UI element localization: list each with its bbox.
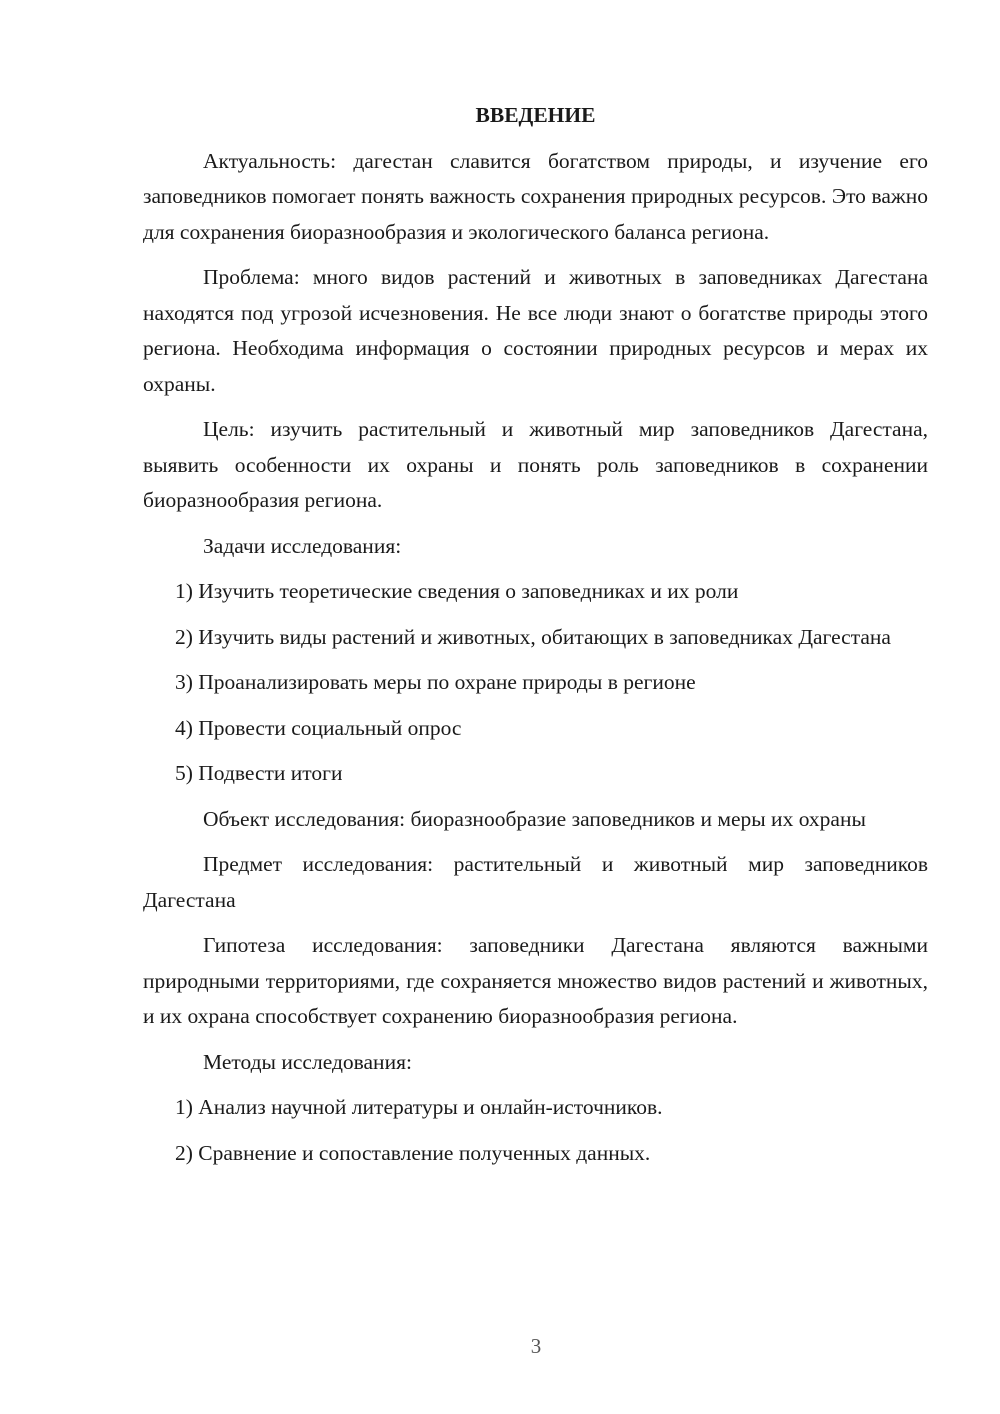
- task-item-1: 1) Изучить теоретические сведения о заповедниках и их роли: [175, 579, 739, 603]
- problem-paragraph: Проблема: много видов растений и животных в заповедниках Дагестана находятся под угрозой исчезновения. Не все люди знают о богатстве природы этого региона. Необходима информация о состоянии природных ресурсов и мерах их охраны.: [143, 265, 928, 396]
- task-item-5: 5) Подвести итоги: [175, 761, 343, 785]
- method-item-2: 2) Сравнение и сопоставление полученных данных.: [175, 1140, 651, 1165]
- relevance-paragraph: Актуальность: дагестан славится богатством природы, и изучение его заповедников помогает понять важность сохранения природных ресурсов. Это важно для сохранения биоразнообразия и экологического баланса региона.: [143, 148, 928, 244]
- document-page: [143, 98, 928, 1181]
- task-item-4: 4) Провести социальный опрос: [175, 715, 462, 740]
- subject-paragraph: Предмет исследования: растительный и животный мир заповедников Дагестана: [143, 852, 928, 912]
- task-item-3: 3) Проанализировать меры по охране природы в регионе: [175, 670, 696, 694]
- goal-paragraph: Цель: изучить растительный и животный мир заповедников Дагестана, выявить особенности их охраны и понять роль заповедников в сохранении биоразнообразия региона.: [143, 417, 928, 512]
- method-item-1: 1) Анализ научной литературы и онлайн-источников.: [175, 1095, 663, 1119]
- section-title: ВВЕДЕНИЕ: [475, 103, 596, 127]
- page-number: 3: [530, 1334, 542, 1358]
- hypothesis-paragraph: Гипотеза исследования: заповедники Дагестана являются важными природными территориями, где сохраняется множество видов растений и животных, и их охрана способствует сохранению биоразнообразия региона.: [143, 933, 928, 1028]
- methods-heading: Методы исследования:: [203, 1049, 412, 1074]
- task-item-2: 2) Изучить виды растений и животных, обитающих в заповедниках Дагестана: [175, 624, 891, 649]
- tasks-heading: Задачи исследования:: [203, 533, 402, 558]
- object-paragraph: Объект исследования: биоразнообразие заповедников и меры их охраны: [203, 806, 866, 831]
